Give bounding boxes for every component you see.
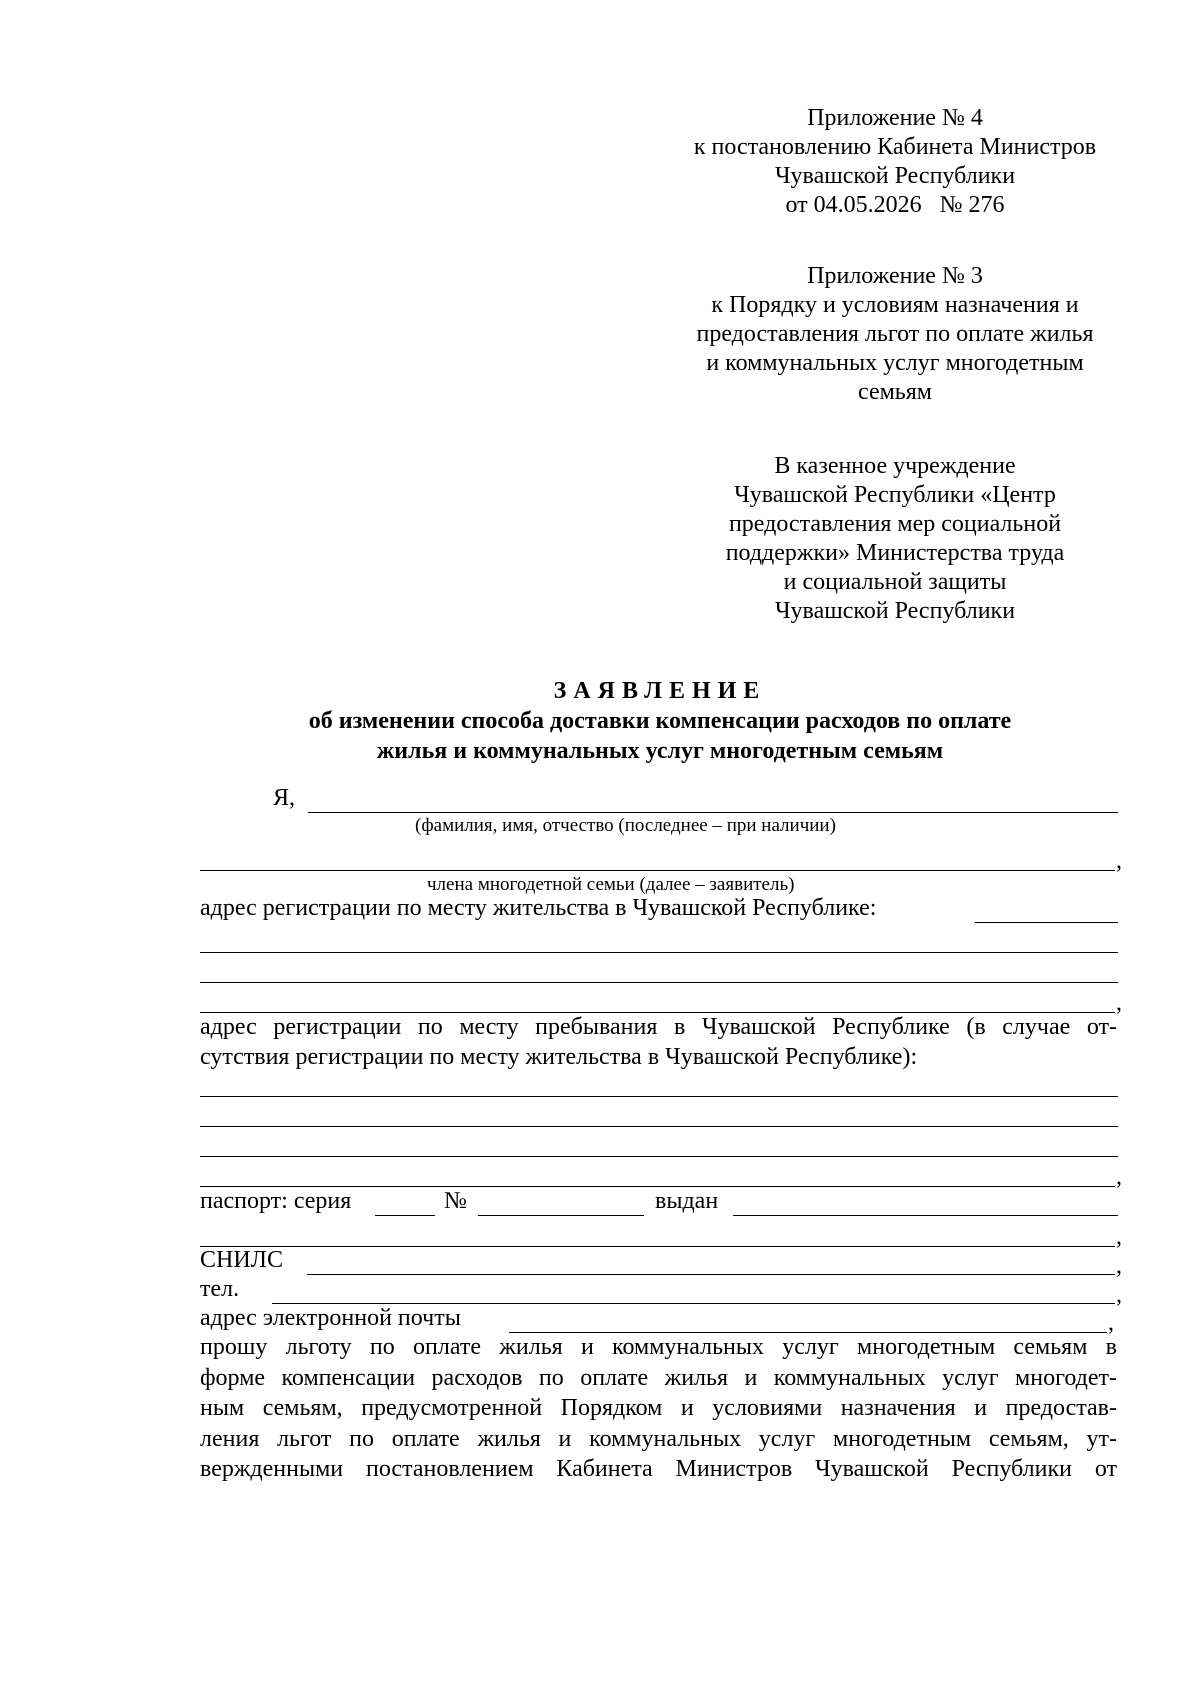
member-hint: члена многодетной семьи (далее – заявитель) xyxy=(427,874,795,895)
fio-hint: (фамилия, имя, отчество (последнее – при наличии) xyxy=(415,815,836,836)
addressee-line: Чувашской Республики xyxy=(774,598,1016,624)
passport-issued-field-line[interactable] xyxy=(733,1215,1118,1216)
comma: , xyxy=(1116,1224,1122,1250)
annex-3-line: предоставления льгот по оплате жилья xyxy=(696,321,1094,347)
title-subtitle-line-2: жилья и коммунальных услуг многодетным семьям xyxy=(376,738,944,764)
annex-3-header xyxy=(665,262,1125,407)
i-label: Я, xyxy=(273,785,296,811)
annex-3-line: и коммунальных услуг многодетным xyxy=(706,350,1084,376)
passport-series-field-line[interactable] xyxy=(375,1215,435,1216)
passport-issued-field-line[interactable] xyxy=(200,1246,1115,1247)
body-text-line: ления льгот по оплате жилья и коммунальных услуг многодетным семьям, ут- xyxy=(200,1425,1117,1452)
body-text-line: вержденными постановлением Кабинета Министров Чувашской Республики от xyxy=(200,1456,1117,1482)
annex-4-line: к постановлению Кабинета Министров xyxy=(693,134,1097,160)
addressee-line: и социальной защиты xyxy=(783,569,1007,595)
comma: , xyxy=(1116,848,1122,874)
addressee-block xyxy=(665,452,1125,626)
annex-3-line: Приложение № 3 xyxy=(807,263,983,289)
body-text-line: форме компенсации расходов по оплате жилья и коммунальных услуг многодет- xyxy=(200,1364,1117,1391)
fio-field-line[interactable] xyxy=(308,812,1118,813)
addressee-line: поддержки» Министерства труда xyxy=(725,540,1065,566)
comma: , xyxy=(1116,1282,1122,1308)
stay-address-field-line[interactable] xyxy=(200,1096,1118,1097)
passport-series-label: паспорт: серия xyxy=(200,1188,352,1214)
comma: , xyxy=(1108,1310,1114,1336)
title-heading: ЗАЯВЛЕНИЕ xyxy=(553,678,767,704)
residence-address-field-line[interactable] xyxy=(200,982,1118,983)
annex-3-line: к Порядку и условиям назначения и xyxy=(711,292,1079,318)
stay-address-field-line[interactable] xyxy=(200,1156,1118,1157)
passport-number-field-line[interactable] xyxy=(478,1215,644,1216)
addressee-line: Чувашской Республики «Центр xyxy=(734,482,1056,508)
residence-address-field-line[interactable] xyxy=(200,952,1118,953)
stay-address-field-line[interactable] xyxy=(200,1126,1118,1127)
passport-issued-label: выдан xyxy=(655,1188,719,1214)
annex-4-line: Приложение № 4 xyxy=(807,105,983,131)
comma: , xyxy=(1116,1164,1122,1190)
annex-3-line: семьям xyxy=(858,379,932,405)
addressee-line: В казенное учреждение xyxy=(774,453,1016,479)
body-text-line: прошу льготу по оплате жилья и коммунальных услуг многодетным семьям в xyxy=(200,1334,1117,1360)
snils-field-line[interactable] xyxy=(307,1274,1115,1275)
stay-address-label-line-2: сутствия регистрации по месту жительства в Чувашской Республике): xyxy=(200,1044,918,1070)
member-field-line[interactable] xyxy=(200,870,1115,871)
snils-label: СНИЛС xyxy=(200,1247,283,1273)
body-text-line: ным семьям, предусмотренной Порядком и условиями назначения и предостав- xyxy=(200,1395,1117,1421)
passport-number-sign: № xyxy=(444,1188,467,1214)
residence-address-field-line[interactable] xyxy=(975,922,1118,923)
annex-4-line: Чувашской Республики xyxy=(774,163,1016,189)
addressee-line: предоставления мер социальной xyxy=(728,511,1062,537)
email-label: адрес электронной почты xyxy=(200,1305,461,1331)
title-subtitle-line-1: об изменении способа доставки компенсации расходов по оплате xyxy=(308,708,1012,734)
annex-4-header xyxy=(665,104,1125,220)
comma: , xyxy=(1116,990,1122,1016)
residence-address-label: адрес регистрации по месту жительства в Чувашской Республике: xyxy=(200,895,877,921)
document-title xyxy=(200,676,1120,766)
stay-address-label-line-1: адрес регистрации по месту пребывания в Чувашской Республике (в случае от- xyxy=(200,1014,1117,1040)
annex-4-date-line: от 04.05.2026 № 276 xyxy=(785,192,1005,218)
phone-label: тел. xyxy=(200,1276,240,1302)
comma: , xyxy=(1116,1253,1122,1279)
